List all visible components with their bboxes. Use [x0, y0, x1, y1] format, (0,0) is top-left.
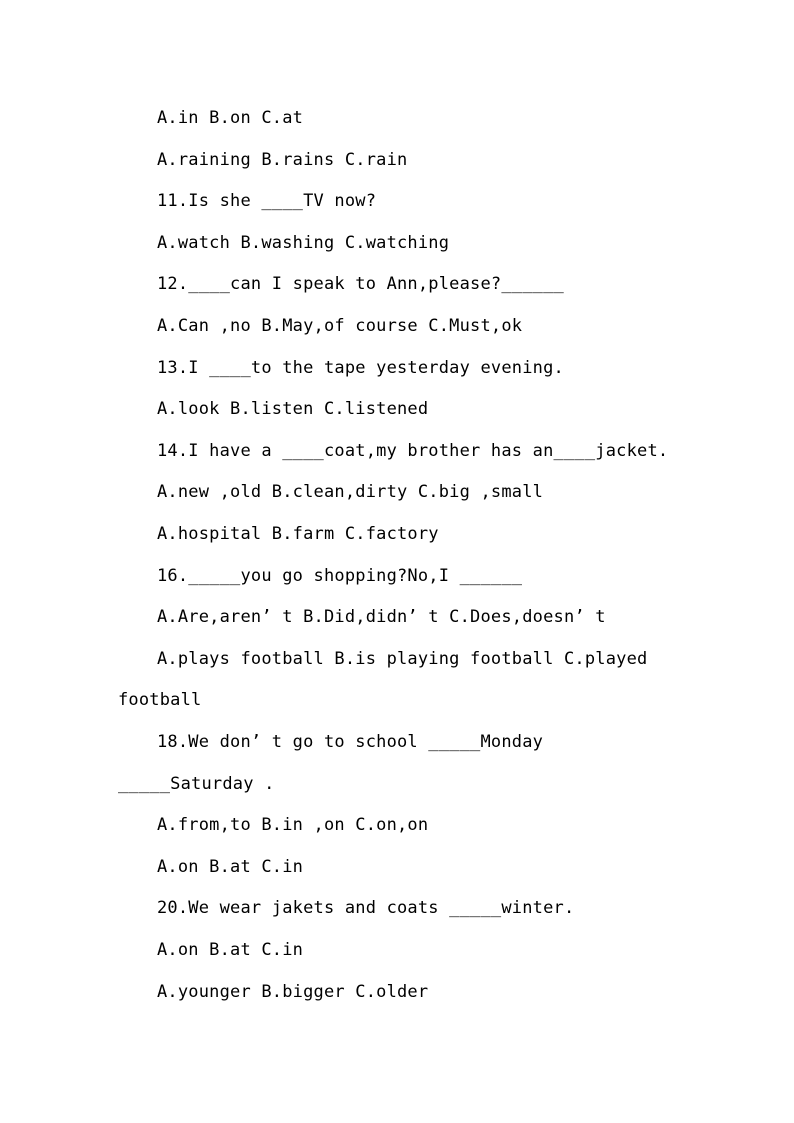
question-16: 16._____you go shopping?No,I ______ [157, 566, 523, 586]
question-20: 20.We wear jakets and coats _____winter. [157, 898, 575, 918]
question-14: 14.I have a ____coat,my brother has an____jacket. [157, 441, 669, 461]
answer-options-line: A.new ,old B.clean,dirty C.big ,small [157, 482, 544, 502]
answer-options-line: A.hospital B.farm C.factory [157, 524, 439, 544]
answer-options-line: A.look B.listen C.listened [157, 399, 429, 419]
answer-options-line: A.on B.at C.in [157, 940, 304, 960]
answer-options-line: A.on B.at C.in [157, 857, 304, 877]
answer-options-line: A.in B.on C.at [157, 108, 304, 128]
answer-options-line: A.younger B.bigger C.older [157, 982, 429, 1002]
question-18-continuation: _____Saturday . [118, 774, 275, 794]
answer-options-line: A.Are,aren’ t B.Did,didn’ t C.Does,doesn’ t [157, 607, 606, 627]
answer-options-line: A.raining B.rains C.rain [157, 150, 408, 170]
answer-options-line: A.from,to B.in ,on C.on,on [157, 815, 429, 835]
answer-options-line: A.watch B.washing C.watching [157, 233, 450, 253]
answer-options-line: A.plays football B.is playing football C.played [157, 649, 648, 669]
question-12: 12.____can I speak to Ann,please?______ [157, 274, 564, 294]
answer-options-continuation: football [118, 690, 202, 710]
question-13: 13.I ____to the tape yesterday evening. [157, 358, 564, 378]
question-11: 11.Is she ____TV now? [157, 191, 377, 211]
answer-options-line: A.Can ,no B.May,of course C.Must,ok [157, 316, 523, 336]
question-18: 18.We don’ t go to school _____Monday [157, 732, 544, 752]
